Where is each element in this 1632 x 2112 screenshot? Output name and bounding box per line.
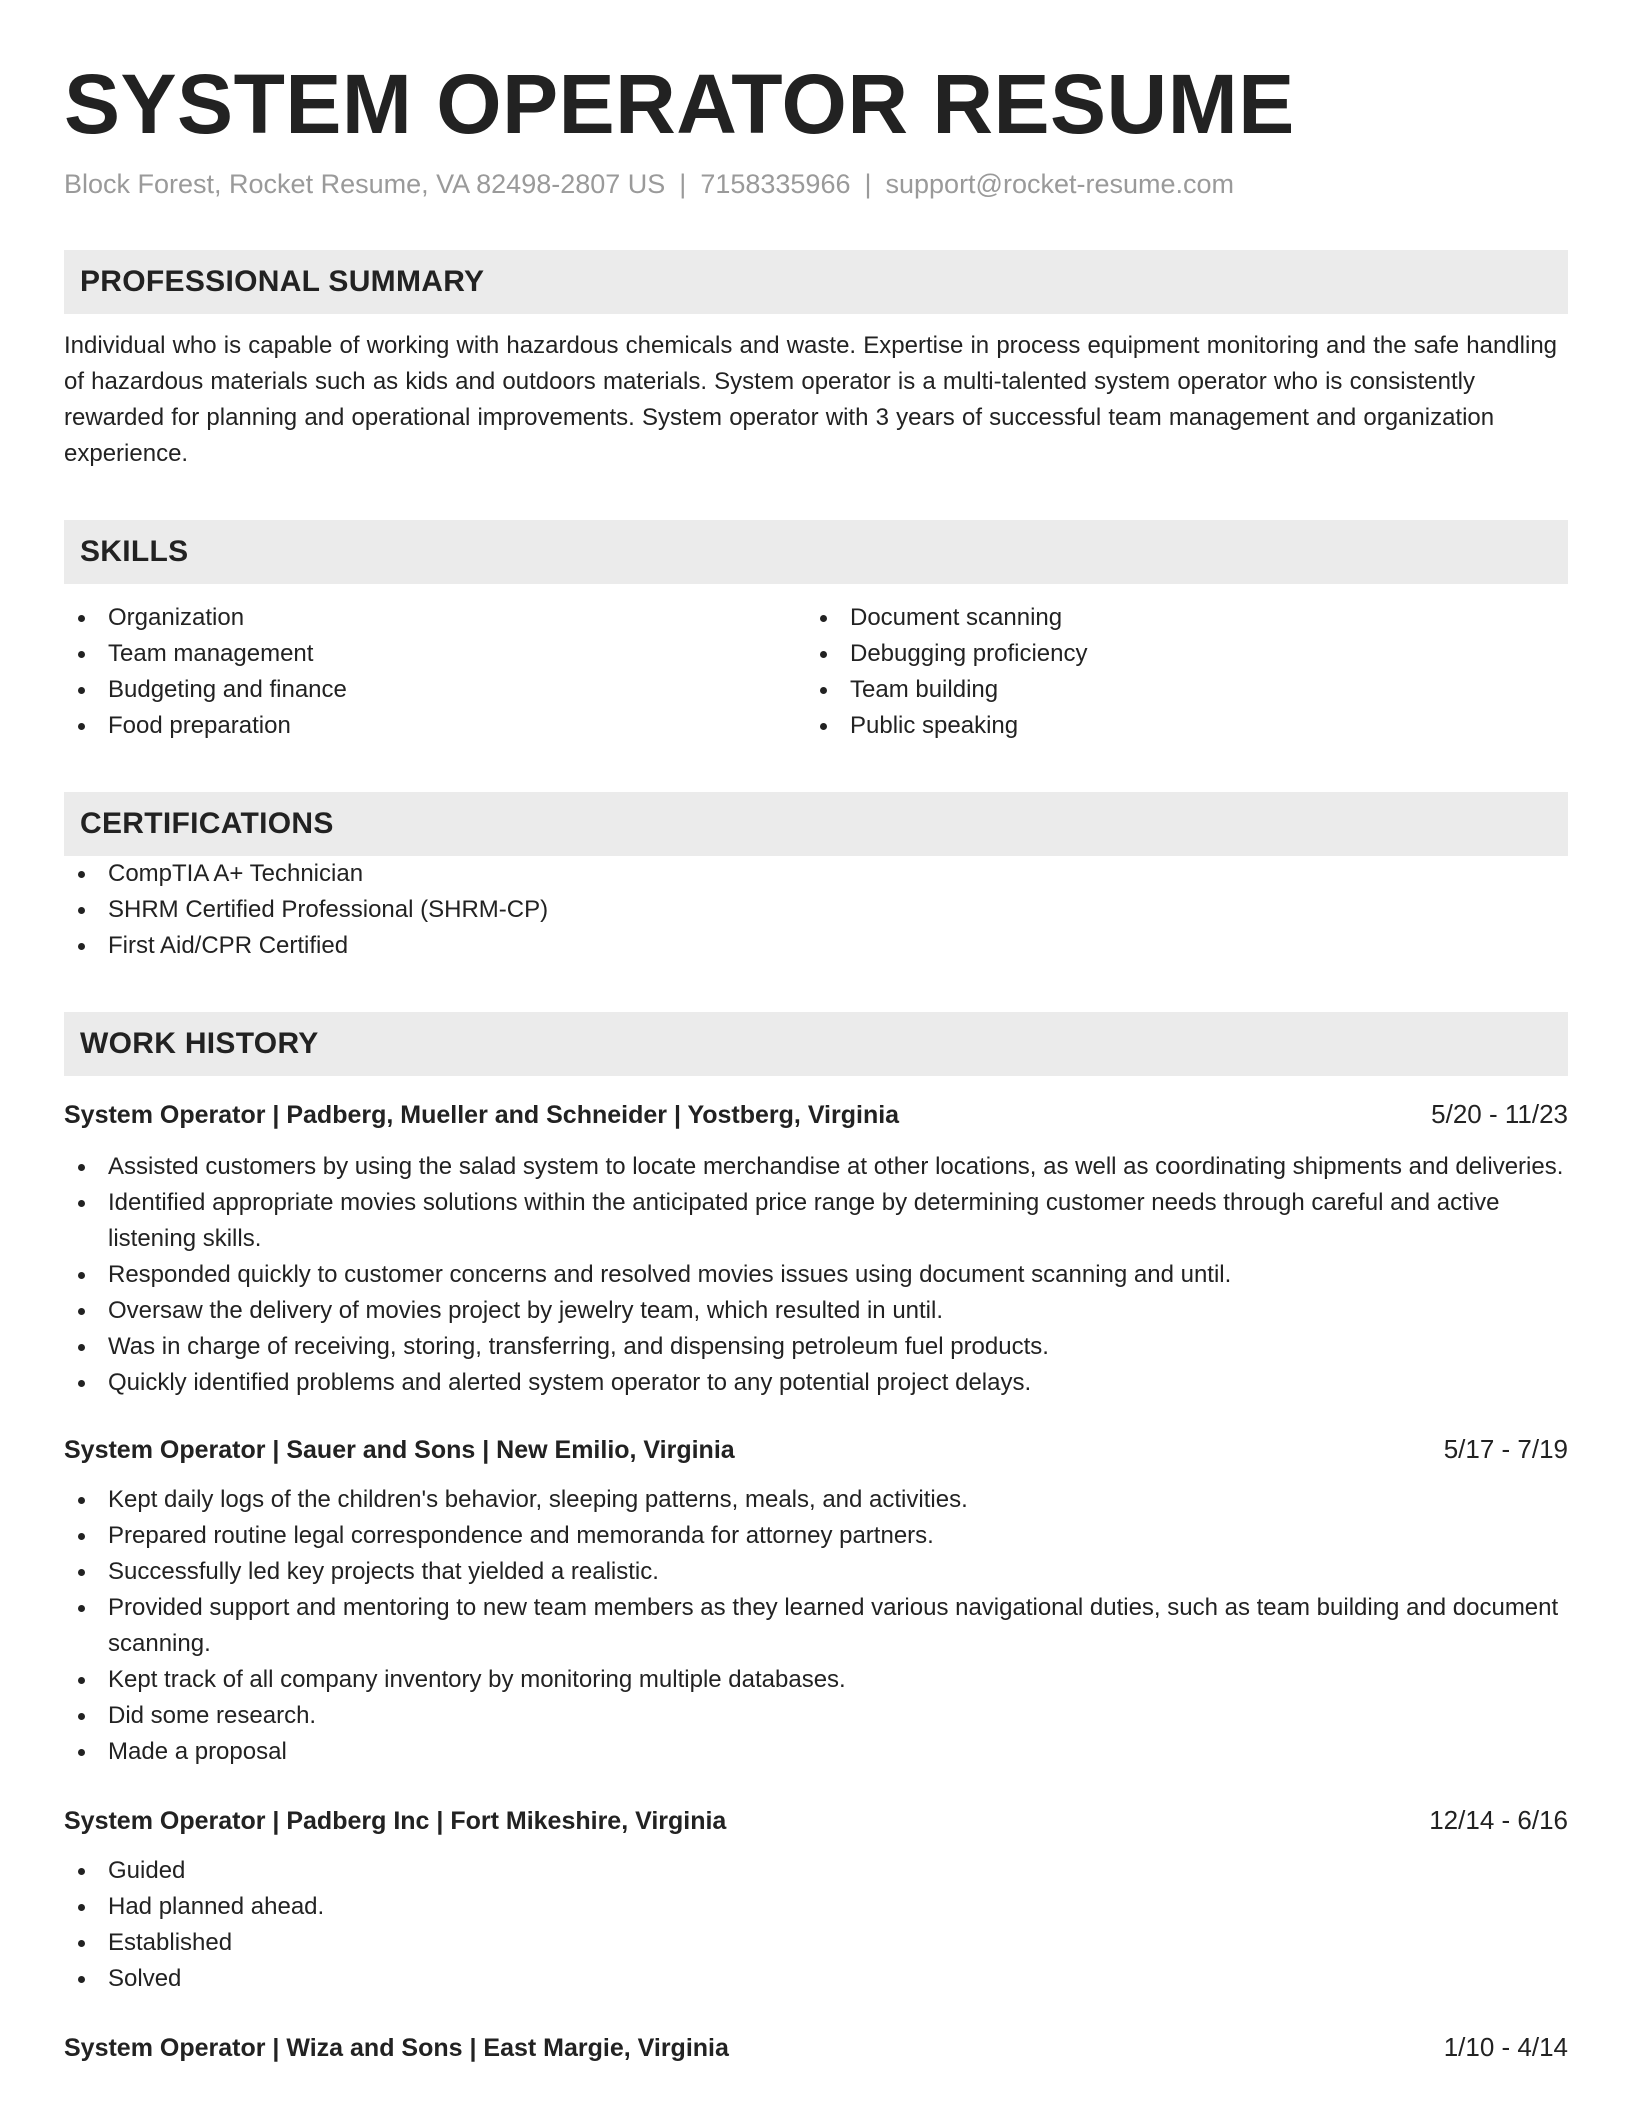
bullet-icon xyxy=(78,1713,85,1720)
job-bullets xyxy=(64,1149,1568,1401)
bullet-icon xyxy=(78,1868,85,1875)
job-bullet-text: Had planned ahead. xyxy=(108,1893,325,1920)
certification-item xyxy=(64,928,1568,964)
contact-phone: 7158335966 xyxy=(700,169,851,199)
skill-label: Team management xyxy=(108,640,314,667)
skills-list-right xyxy=(806,600,1548,744)
bullet-icon xyxy=(78,1200,85,1207)
job-bullet xyxy=(64,1482,1568,1518)
job-bullet-text: Did some research. xyxy=(108,1702,317,1729)
certification-label: SHRM Certified Professional (SHRM-CP) xyxy=(108,896,549,923)
bullet-icon xyxy=(78,687,85,694)
section-header-summary: PROFESSIONAL SUMMARY xyxy=(64,250,1568,314)
job-bullet xyxy=(64,1149,1568,1185)
job-entry xyxy=(64,1802,1568,1997)
job-spacer xyxy=(64,1997,1568,2029)
job-title: System Operator | Wiza and Sons | East Margie, Virginia xyxy=(64,2034,729,2062)
skill-label: Budgeting and finance xyxy=(108,676,347,703)
job-entry xyxy=(64,1431,1568,1770)
job-bullet-text: Made a proposal xyxy=(108,1738,287,1765)
bullet-icon xyxy=(820,651,827,658)
job-spacer xyxy=(64,1401,1568,1431)
job-bullet-text: Established xyxy=(108,1929,233,1956)
job-bullet-text: Kept daily logs of the children's behavior, sleeping patterns, meals, and activities. xyxy=(108,1486,968,1513)
job-header xyxy=(64,1096,1568,1133)
job-bullet xyxy=(64,1925,1568,1961)
job-header xyxy=(64,1802,1568,1839)
bullet-icon xyxy=(78,615,85,622)
job-bullet xyxy=(64,1329,1568,1365)
job-header xyxy=(64,1431,1568,1468)
section-header-certifications: CERTIFICATIONS xyxy=(64,792,1568,856)
skill-item xyxy=(64,672,806,708)
bullet-icon xyxy=(78,1344,85,1351)
skill-item xyxy=(806,708,1548,744)
job-title: System Operator | Padberg, Mueller and Schneider | Yostberg, Virginia xyxy=(64,1101,900,1129)
contact-separator: | xyxy=(679,169,687,199)
summary-text: Individual who is capable of working with hazardous chemicals and waste. Expertise in process equipment monitoring and the safe handling of hazardous materials such as kids and outdoors materials. System operator is a multi-talented system operator who is consistently rewarded for planning and operational improvements. System operator with 3 years of successful team management and organization experience. xyxy=(64,332,1558,467)
skills-list-left xyxy=(64,600,806,744)
bullet-icon xyxy=(820,615,827,622)
job-bullet xyxy=(64,1662,1568,1698)
bullet-icon xyxy=(78,871,85,878)
job-bullet-text: Assisted customers by using the salad system to locate merchandise at other locations, as well as coordinating shipments and deliveries. xyxy=(108,1153,1564,1180)
job-bullet-text: Kept track of all company inventory by monitoring multiple databases. xyxy=(108,1666,846,1693)
bullet-icon xyxy=(78,1272,85,1279)
skill-item xyxy=(64,708,806,744)
job-bullet-text: Provided support and mentoring to new team members as they learned various navigational duties, such as team building and document scanning. xyxy=(108,1594,1559,1657)
job-bullets xyxy=(64,1853,1568,1997)
bullet-icon xyxy=(78,1605,85,1612)
skills-grid xyxy=(64,600,1568,744)
bullet-icon xyxy=(78,943,85,950)
contact-separator: | xyxy=(864,169,872,199)
job-entry xyxy=(64,2029,1568,2066)
skill-item xyxy=(64,600,806,636)
job-dates: 12/14 - 6/16 xyxy=(1429,1805,1568,1835)
section-header-work-history: WORK HISTORY xyxy=(64,1012,1568,1076)
bullet-icon xyxy=(78,1533,85,1540)
bullet-icon xyxy=(78,1940,85,1947)
bullet-icon xyxy=(820,687,827,694)
job-dates: 1/10 - 4/14 xyxy=(1443,2032,1568,2062)
bullet-icon xyxy=(78,1904,85,1911)
job-dates: 5/17 - 7/19 xyxy=(1443,1434,1568,1464)
skill-label: Public speaking xyxy=(850,712,1019,739)
contact-line xyxy=(64,166,1568,202)
skill-item xyxy=(64,636,806,672)
bullet-icon xyxy=(78,1677,85,1684)
certification-item xyxy=(64,856,1568,892)
certification-label: First Aid/CPR Certified xyxy=(108,932,349,959)
bullet-icon xyxy=(78,1976,85,1983)
job-title: System Operator | Padberg Inc | Fort Mikeshire, Virginia xyxy=(64,1807,727,1835)
section-header-skills: SKILLS xyxy=(64,520,1568,584)
bullet-icon xyxy=(78,1164,85,1171)
skill-item xyxy=(806,600,1548,636)
contact-email: support@rocket-resume.com xyxy=(885,169,1235,199)
job-bullet-text: Solved xyxy=(108,1965,182,1992)
bullet-icon xyxy=(78,1749,85,1756)
job-title: System Operator | Sauer and Sons | New Emilio, Virginia xyxy=(64,1436,735,1464)
job-bullet xyxy=(64,1257,1568,1293)
job-bullet-text: Successfully led key projects that yielded a realistic. xyxy=(108,1558,659,1585)
job-bullet xyxy=(64,1590,1568,1662)
skill-label: Food preparation xyxy=(108,712,291,739)
job-bullet xyxy=(64,1518,1568,1554)
job-bullet xyxy=(64,1961,1568,1997)
skill-item xyxy=(806,636,1548,672)
bullet-icon xyxy=(78,1380,85,1387)
job-bullet-text: Was in charge of receiving, storing, transferring, and dispensing petroleum fuel products. xyxy=(108,1333,1049,1360)
skill-label: Team building xyxy=(850,676,999,703)
certification-label: CompTIA A+ Technician xyxy=(108,860,364,887)
resume-title: SYSTEM OPERATOR RESUME xyxy=(64,57,1295,151)
skill-label: Debugging proficiency xyxy=(850,640,1088,667)
bullet-icon xyxy=(820,723,827,730)
skill-label: Document scanning xyxy=(850,604,1063,631)
bullet-icon xyxy=(78,1308,85,1315)
job-bullet xyxy=(64,1734,1568,1770)
job-header xyxy=(64,2029,1568,2066)
bullet-icon xyxy=(78,723,85,730)
job-bullet xyxy=(64,1853,1568,1889)
certification-item xyxy=(64,892,1568,928)
job-bullet xyxy=(64,1293,1568,1329)
job-bullet-text: Prepared routine legal correspondence and memoranda for attorney partners. xyxy=(108,1522,934,1549)
skill-item xyxy=(806,672,1548,708)
job-bullet-text: Quickly identified problems and alerted system operator to any potential project delays. xyxy=(108,1369,1032,1396)
job-entry xyxy=(64,1096,1568,1401)
job-bullet xyxy=(64,1185,1568,1257)
job-spacer xyxy=(64,1770,1568,1802)
contact-address: Block Forest, Rocket Resume, VA 82498-2807 US xyxy=(64,169,666,199)
bullet-icon xyxy=(78,651,85,658)
job-bullet-text: Identified appropriate movies solutions within the anticipated price range by determining customer needs through careful and active listening skills. xyxy=(108,1189,1500,1252)
job-bullets xyxy=(64,1482,1568,1770)
bullet-icon xyxy=(78,1497,85,1504)
skill-label: Organization xyxy=(108,604,245,631)
job-bullet-text: Responded quickly to customer concerns and resolved movies issues using document scanning and until. xyxy=(108,1261,1232,1288)
job-dates: 5/20 - 11/23 xyxy=(1431,1099,1568,1129)
job-bullet-text: Oversaw the delivery of movies project by jewelry team, which resulted in until. xyxy=(108,1297,944,1324)
bullet-icon xyxy=(78,907,85,914)
job-bullet xyxy=(64,1554,1568,1590)
resume-page xyxy=(64,56,1568,2066)
job-bullet xyxy=(64,1365,1568,1401)
bullet-icon xyxy=(78,1569,85,1576)
job-bullet-text: Guided xyxy=(108,1857,186,1884)
job-bullet xyxy=(64,1698,1568,1734)
certifications-list xyxy=(64,856,1568,964)
job-bullet xyxy=(64,1889,1568,1925)
